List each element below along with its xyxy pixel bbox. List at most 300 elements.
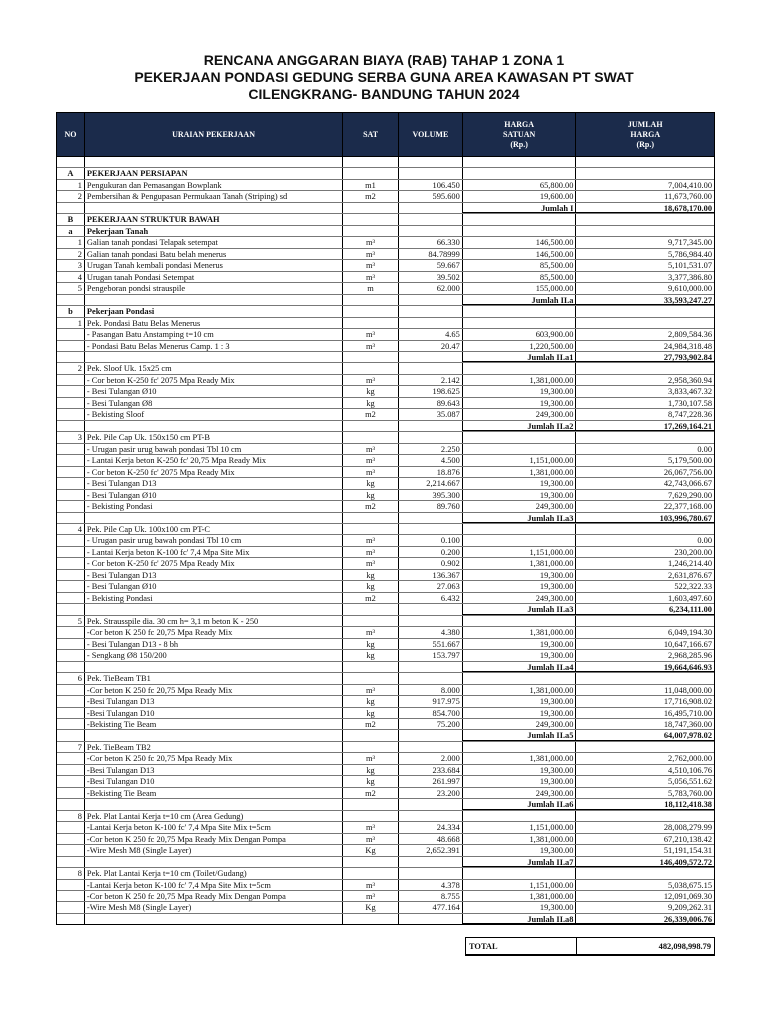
cell-jumlah-harga [576, 524, 714, 534]
cell-volume [399, 811, 463, 821]
cell-volume [399, 432, 463, 442]
cell-no [57, 570, 85, 580]
title-line-2: PEKERJAAN PONDASI GEDUNG SERBA GUNA AREA KAWASAN PT SWAT [134, 69, 634, 85]
cell-volume: 48.668 [399, 834, 463, 844]
cell-volume: 477.164 [399, 902, 463, 912]
cell-sat: m2 [343, 409, 399, 419]
cell-uraian [85, 604, 343, 614]
cell-no [57, 581, 85, 591]
cell-no [57, 513, 85, 523]
cell-no [57, 203, 85, 213]
cell-uraian: Pek. Strausspile dia. 30 cm h= 3,1 m beton K - 250 [85, 616, 343, 626]
cell-harga-satuan [463, 306, 577, 316]
subtotal-row [57, 914, 714, 925]
cell-volume: 24.334 [399, 822, 463, 832]
cell-harga-satuan [463, 157, 577, 167]
cell-sat: m³ [343, 272, 399, 282]
cell-uraian: - Besi Tulangan Ø10 [85, 490, 343, 500]
cell-uraian: -Cor beton K 250 fc 20,75 Mpa Ready Mix [85, 685, 343, 695]
cell-no [57, 421, 85, 431]
cell-volume: 20.47 [399, 341, 463, 351]
cell-uraian: - Besi Tulangan D13 [85, 570, 343, 580]
table-row [57, 719, 714, 730]
cell-volume: 261.997 [399, 776, 463, 786]
cell-sat: m2 [343, 501, 399, 511]
cell-volume: 23.200 [399, 788, 463, 798]
cell-harga-satuan: 1,151,000.00 [463, 455, 577, 465]
cell-uraian [85, 857, 343, 867]
cell-uraian: - Urugan pasir urug bawah pondasi Tbl 10 cm [85, 444, 343, 454]
cell-uraian: - Cor beton K-250 fc' 2075 Mpa Ready Mix [85, 558, 343, 568]
cell-uraian: Pek. Plat Lantai Kerja t=10 cm (Toilet/Gudang) [85, 868, 343, 878]
cell-jumlah-harga: 2,958,360.94 [668, 375, 712, 385]
table-row [57, 811, 714, 822]
cell-uraian: - Pondasi Batu Belas Menerus Camp. 1 : 3 [85, 341, 343, 351]
cell-sat [343, 857, 399, 867]
cell-no [57, 857, 85, 867]
table-row [57, 524, 714, 535]
cell-no [57, 490, 85, 500]
cell-no: B [57, 214, 85, 224]
cell-jumlah-harga: 17,269,164.21 [576, 421, 714, 431]
cell-volume: 551.667 [399, 639, 463, 649]
table-row [57, 868, 714, 879]
cell-volume [399, 616, 463, 626]
table-row [57, 386, 714, 397]
cell-sat: m³ [343, 444, 399, 454]
cell-sat: m [343, 283, 399, 293]
cell-jumlah-harga: 9,717,345.00 [668, 238, 712, 248]
cell-jumlah-harga [576, 318, 714, 328]
cell-no [57, 352, 85, 362]
cell-sat [343, 363, 399, 373]
cell-harga-satuan: 1,381,000.00 [463, 375, 577, 385]
cell-jumlah-harga: 24,984,318.48 [663, 341, 712, 351]
cell-no: A [57, 168, 85, 178]
subtotal-row [57, 857, 714, 868]
table-row [57, 467, 714, 478]
cell-sat: m1 [343, 180, 399, 190]
cell-harga-satuan: Jumlah II.a [463, 295, 577, 305]
cell-jumlah-harga [576, 432, 714, 442]
cell-volume [399, 662, 463, 672]
cell-no [57, 776, 85, 786]
cell-harga-satuan: Jumlah II.a8 [463, 914, 577, 924]
cell-jumlah-harga: 28,008,279.99 [663, 823, 712, 833]
cell-jumlah-harga: 16,495,710.00 [663, 708, 712, 718]
cell-sat [343, 914, 399, 924]
cell-uraian: - Besi Tulangan Ø10 [85, 581, 343, 591]
cell-volume [399, 914, 463, 924]
cell-jumlah-harga: 19,664,646.93 [576, 662, 714, 672]
cell-volume: 595.600 [399, 191, 463, 201]
table-row [57, 478, 714, 489]
cell-uraian: -Lantai Kerja beton K-100 fc' 7,4 Mpa Site Mix t=5cm [85, 880, 343, 890]
cell-uraian [85, 799, 343, 809]
grand-total-value: 482,098,998.79 [658, 941, 711, 951]
header-sat: SAT [343, 113, 399, 156]
cell-harga-satuan: 19,300.00 [463, 650, 577, 660]
cell-no [57, 914, 85, 924]
cell-uraian: Galian tanah pondasi Batu belah menerus [85, 249, 343, 259]
cell-sat: m³ [343, 237, 399, 247]
table-row [57, 329, 714, 340]
cell-no: 2 [57, 249, 85, 259]
cell-jumlah-harga: 1,730,107.58 [668, 398, 712, 408]
cell-harga-satuan: 19,300.00 [463, 581, 577, 591]
table-row [57, 593, 714, 604]
cell-volume [399, 363, 463, 373]
cell-no [57, 650, 85, 660]
cell-uraian: Pek. Pile Cap Uk. 150x150 cm PT-B [85, 432, 343, 442]
cell-jumlah-harga: 0.00 [697, 536, 712, 546]
cell-harga-satuan: Jumlah II.a4 [463, 662, 577, 672]
cell-uraian: -Besi Tulangan D10 [85, 708, 343, 718]
cell-no [57, 639, 85, 649]
cell-no [57, 467, 85, 477]
table-header [56, 112, 715, 157]
cell-harga-satuan: 1,220,500.00 [463, 341, 577, 351]
cell-uraian: -Cor beton K 250 fc 20,75 Mpa Ready Mix Dengan Pompa [85, 891, 343, 901]
cell-sat [343, 432, 399, 442]
cell-volume [399, 673, 463, 683]
cell-sat: kg [343, 765, 399, 775]
cell-jumlah-harga [576, 811, 714, 821]
header-no: NO [57, 113, 85, 156]
cell-jumlah-harga: 230,200.00 [674, 547, 712, 557]
cell-no: 7 [57, 742, 85, 752]
table-row [57, 191, 714, 202]
table-row [57, 845, 714, 856]
cell-harga-satuan: 19,300.00 [463, 845, 577, 855]
cell-harga-satuan: 249,300.00 [463, 788, 577, 798]
cell-jumlah-harga: 5,783,760.00 [668, 788, 712, 798]
title-line-3: CILENGKRANG- BANDUNG TAHUN 2024 [248, 86, 520, 102]
cell-sat [343, 524, 399, 534]
cell-harga-satuan: 1,381,000.00 [463, 467, 577, 477]
cell-sat: m2 [343, 719, 399, 729]
table-row [57, 570, 714, 581]
cell-no [57, 386, 85, 396]
cell-volume: 66.330 [399, 237, 463, 247]
cell-no: 2 [57, 363, 85, 373]
cell-sat [343, 318, 399, 328]
cell-jumlah-harga: 2,809,584.36 [668, 330, 712, 340]
table-row [57, 272, 714, 283]
cell-harga-satuan [463, 168, 577, 178]
cell-jumlah-harga: 5,179,500.00 [668, 456, 712, 466]
table-body [56, 157, 715, 925]
cell-no: 1 [57, 237, 85, 247]
cell-volume: 0.902 [399, 558, 463, 568]
cell-sat: m³ [343, 455, 399, 465]
cell-jumlah-harga: 18,112,418.38 [576, 799, 714, 809]
cell-uraian: Pekerjaan Pondasi [85, 306, 343, 316]
title-line-1: RENCANA ANGGARAN BIAYA (RAB) TAHAP 1 ZONA 1 [203, 52, 565, 68]
cell-volume: 39.502 [399, 272, 463, 282]
cell-volume: 106.450 [399, 180, 463, 190]
subtotal-row [57, 203, 714, 214]
subtotal-row [57, 513, 714, 524]
cell-jumlah-harga [576, 168, 714, 178]
cell-volume [399, 604, 463, 614]
cell-no: 5 [57, 283, 85, 293]
cell-uraian [85, 513, 343, 523]
cell-volume [399, 730, 463, 740]
cell-sat: kg [343, 776, 399, 786]
cell-volume: 4.380 [399, 627, 463, 637]
cell-harga-satuan: Jumlah II.a2 [463, 421, 577, 431]
cell-uraian: - Pasangan Batu Anstamping t=10 cm [85, 329, 343, 339]
cell-jumlah-harga: 6,234,111.00 [576, 604, 714, 614]
cell-harga-satuan [463, 432, 577, 442]
cell-volume [399, 295, 463, 305]
table-row [57, 581, 714, 592]
cell-no: 4 [57, 524, 85, 534]
cell-volume [399, 513, 463, 523]
cell-uraian: -Besi Tulangan D10 [85, 776, 343, 786]
cell-no: 8 [57, 868, 85, 878]
cell-volume: 89.760 [399, 501, 463, 511]
cell-jumlah-harga [576, 363, 714, 373]
table-row [57, 753, 714, 764]
cell-sat: kg [343, 696, 399, 706]
cell-uraian: -Bekisting Tie Beam [85, 788, 343, 798]
cell-no: 1 [57, 318, 85, 328]
cell-no [57, 478, 85, 488]
grand-total [465, 937, 715, 956]
table-row [57, 616, 714, 627]
table-row [57, 249, 714, 260]
cell-uraian: -Cor beton K 250 fc 20,75 Mpa Ready Mix Dengan Pompa [85, 834, 343, 844]
cell-sat: m³ [343, 547, 399, 557]
cell-jumlah-harga [576, 226, 714, 236]
cell-sat: kg [343, 639, 399, 649]
cell-volume [399, 524, 463, 534]
table-row [57, 891, 714, 902]
cell-jumlah-harga: 12,091,069.30 [663, 892, 712, 901]
cell-jumlah-harga: 51,191,154.31 [663, 846, 712, 856]
section-row [57, 168, 714, 179]
cell-sat [343, 811, 399, 821]
cell-volume: 84.78999 [399, 249, 463, 259]
grand-total-label: TOTAL [466, 938, 577, 954]
cell-volume: 75.200 [399, 719, 463, 729]
cell-no [57, 455, 85, 465]
subtotal-row [57, 352, 714, 363]
cell-volume: 198.625 [399, 386, 463, 396]
cell-jumlah-harga: 11,673,760.00 [664, 192, 712, 202]
cell-sat [343, 421, 399, 431]
cell-no [57, 880, 85, 890]
cell-jumlah-harga: 9,610,000.00 [668, 284, 712, 294]
cell-no: b [57, 306, 85, 316]
cell-jumlah-harga: 18,678,170.00 [576, 203, 714, 213]
table-row [57, 455, 714, 466]
cell-volume [399, 157, 463, 167]
cell-sat [343, 203, 399, 213]
subsection-row [57, 306, 714, 317]
cell-uraian [85, 730, 343, 740]
cell-sat: m³ [343, 558, 399, 568]
cell-volume: 6.432 [399, 593, 463, 603]
cell-harga-satuan: 65,800.00 [463, 180, 577, 190]
cell-no [57, 547, 85, 557]
cell-no [57, 662, 85, 672]
cell-jumlah-harga: 5,786,984.40 [668, 249, 712, 259]
cell-volume [399, 742, 463, 752]
cell-jumlah-harga: 2,631,876.67 [668, 570, 712, 580]
cell-uraian: PEKERJAAN STRUKTUR BAWAH [85, 214, 343, 224]
cell-uraian: - Bekisting Pondasi [85, 501, 343, 511]
cell-sat [343, 868, 399, 878]
cell-uraian: - Bekisting Pondasi [85, 593, 343, 603]
table-row [57, 432, 714, 443]
cell-no [57, 891, 85, 901]
cell-uraian: -Besi Tulangan D13 [85, 696, 343, 706]
cell-sat [343, 168, 399, 178]
cell-jumlah-harga: 4,510,106.76 [668, 765, 712, 775]
cell-no: 5 [57, 616, 85, 626]
cell-no: a [57, 226, 85, 236]
cell-harga-satuan [463, 535, 577, 545]
table-row [57, 650, 714, 661]
cell-volume [399, 168, 463, 178]
cell-volume: 4.65 [399, 329, 463, 339]
cell-harga-satuan: 146,500.00 [463, 249, 577, 259]
cell-jumlah-harga: 2,968,285.96 [668, 651, 712, 661]
cell-uraian: - Besi Tulangan D13 [85, 478, 343, 488]
cell-volume [399, 306, 463, 316]
table-row [57, 444, 714, 455]
cell-no [57, 902, 85, 912]
cell-sat [343, 742, 399, 752]
cell-sat [343, 513, 399, 523]
cell-uraian: - Lantai Kerja beton K-250 fc' 20,75 Mpa Ready Mix [85, 455, 343, 465]
cell-volume: 27.063 [399, 581, 463, 591]
section-row [57, 214, 714, 225]
cell-harga-satuan: 1,381,000.00 [463, 627, 577, 637]
cell-no [57, 375, 85, 385]
cell-harga-satuan: 249,300.00 [463, 409, 577, 419]
cell-uraian: -Wire Mesh M8 (Single Layer) [85, 845, 343, 855]
cell-uraian: Pengeboran pondsi strauspile [85, 283, 343, 293]
cell-no [57, 845, 85, 855]
cell-harga-satuan [463, 444, 577, 454]
cell-jumlah-harga: 26,067,756.00 [663, 467, 712, 477]
cell-volume: 2.000 [399, 753, 463, 763]
cell-volume: 4.378 [399, 880, 463, 890]
header-jumlah-harga: JUMLAH HARGA (Rp.) [627, 119, 663, 149]
cell-jumlah-harga [576, 306, 714, 316]
cell-jumlah-harga: 26,339,006.76 [576, 914, 714, 924]
cell-harga-satuan: 1,151,000.00 [463, 822, 577, 832]
cell-jumlah-harga: 9,209,262.31 [668, 903, 712, 913]
table-row [57, 834, 714, 845]
cell-jumlah-harga: 64,007,978.02 [576, 730, 714, 740]
table-row [57, 627, 714, 638]
cell-harga-satuan: 249,300.00 [463, 593, 577, 603]
cell-volume: 2.142 [399, 375, 463, 385]
cell-harga-satuan: 19,600.00 [463, 191, 577, 201]
cell-sat: m³ [343, 260, 399, 270]
cell-harga-satuan: 19,300.00 [463, 708, 577, 718]
cell-no: 6 [57, 673, 85, 683]
cell-no [57, 708, 85, 718]
cell-sat: m³ [343, 329, 399, 339]
header-uraian: URAIAN PEKERJAAN [85, 113, 343, 156]
cell-sat [343, 730, 399, 740]
cell-jumlah-harga: 22,377,168.00 [663, 502, 712, 512]
cell-harga-satuan: 249,300.00 [463, 501, 577, 511]
cell-volume [399, 421, 463, 431]
cell-no [57, 799, 85, 809]
cell-no [57, 295, 85, 305]
cell-sat: m2 [343, 191, 399, 201]
cell-no [57, 593, 85, 603]
cell-volume: 395.300 [399, 490, 463, 500]
subtotal-row [57, 799, 714, 810]
cell-harga-satuan [463, 226, 577, 236]
subsection-row [57, 226, 714, 237]
table-row [57, 765, 714, 776]
subtotal-row [57, 730, 714, 741]
cell-harga-satuan [463, 318, 577, 328]
cell-sat: m³ [343, 685, 399, 695]
cell-uraian [85, 421, 343, 431]
cell-harga-satuan: 1,381,000.00 [463, 558, 577, 568]
cell-jumlah-harga: 11,048,000.00 [664, 685, 712, 695]
cell-volume [399, 214, 463, 224]
cell-jumlah-harga: 18,747,360.00 [663, 719, 712, 729]
cell-no [57, 834, 85, 844]
table-row [57, 673, 714, 684]
table-row [57, 902, 714, 913]
cell-jumlah-harga: 42,743,066.67 [663, 479, 712, 489]
cell-jumlah-harga: 67,210,138.42 [663, 834, 712, 844]
cell-uraian: Pek. Pondasi Batu Belas Menerus [85, 318, 343, 328]
cell-jumlah-harga: 522,322.33 [674, 582, 712, 592]
cell-volume: 2,214.667 [399, 478, 463, 488]
table-row [57, 375, 714, 386]
cell-volume: 233.684 [399, 765, 463, 775]
cell-harga-satuan: 19,300.00 [463, 478, 577, 488]
cell-sat [343, 799, 399, 809]
cell-sat [343, 616, 399, 626]
table-row [57, 776, 714, 787]
cell-harga-satuan: 249,300.00 [463, 719, 577, 729]
cell-sat: Kg [343, 902, 399, 912]
cell-harga-satuan: 19,300.00 [463, 765, 577, 775]
cell-no [57, 398, 85, 408]
table-row [57, 639, 714, 650]
table-row [57, 409, 714, 420]
cell-sat: m2 [343, 593, 399, 603]
cell-sat [343, 662, 399, 672]
cell-volume [399, 799, 463, 809]
cell-harga-satuan: 85,500.00 [463, 272, 577, 282]
table-row [57, 685, 714, 696]
cell-jumlah-harga: 103,996,780.67 [576, 513, 714, 523]
cell-uraian: - Cor beton K-250 fc' 2075 Mpa Ready Mix [85, 467, 343, 477]
cell-sat [343, 214, 399, 224]
cell-sat: m³ [343, 891, 399, 901]
subtotal-row [57, 295, 714, 306]
table-row [57, 237, 714, 248]
cell-sat [343, 306, 399, 316]
table-row [57, 283, 714, 294]
cell-sat: m2 [343, 788, 399, 798]
